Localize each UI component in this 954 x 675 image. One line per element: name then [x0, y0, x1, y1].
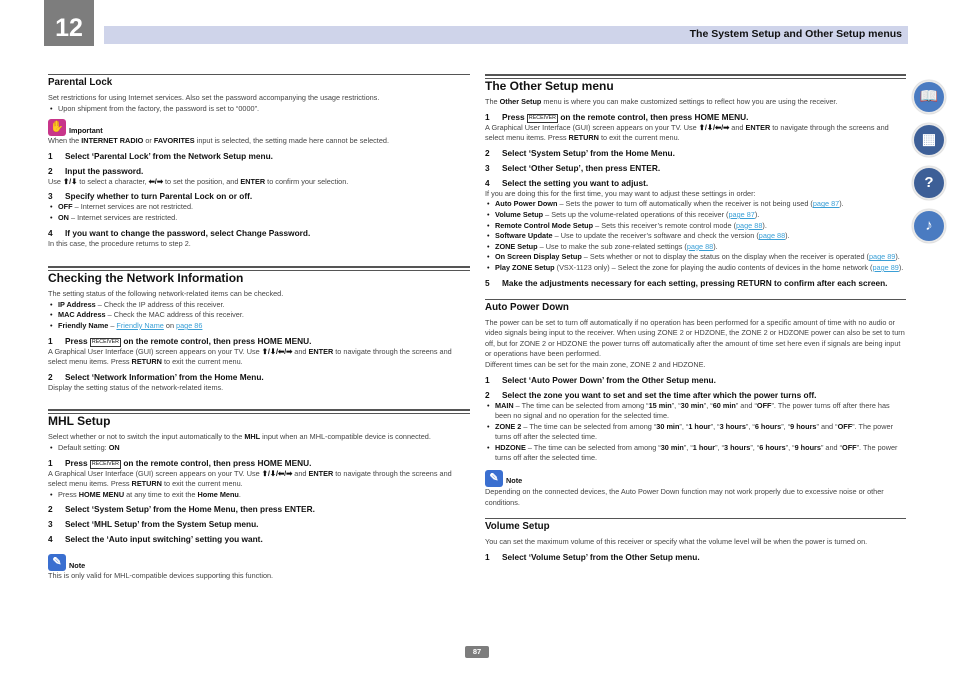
paragraph: If you are doing this for the first time, you may want to adjust these settings in order: — [485, 188, 756, 198]
paragraph: The Other Setup menu is where you can make customized settings to reflect how you are using the receiver. — [485, 97, 838, 106]
step-3: 3 Specify whether to turn Parental Lock on or off. — [48, 191, 253, 202]
friendly-name-link[interactable]: Friendly Name — [116, 320, 164, 330]
step-2: 2 Select the zone you want to set and set the time after which the power turns off. — [485, 389, 817, 400]
step-2: 2 Select ‘System Setup’ from the Home Menu. — [485, 147, 675, 158]
book-icon[interactable]: 📖 — [912, 80, 946, 114]
divider — [485, 518, 906, 519]
step-1: 1 Select ‘Parental Lock’ from the Network Setup menu. — [48, 150, 273, 161]
list-item: • On Screen Display Setup – Sets whether or not to display the status on the display when the receiver is operated (page 89). — [485, 252, 906, 263]
section-heading-mhl: MHL Setup — [48, 414, 111, 429]
step-1: 1 Press RECEIVER on the remote control, then press HOME MENU. — [48, 335, 312, 346]
bullet-list — [48, 490, 470, 501]
list-item: • HDZONE – The time can be selected from among “30 min”, “1 hour”, “3 hours”, “6 hours”, “9 hours” and “OFF”. The power turns off after the selected time. — [485, 443, 906, 464]
section-heading-parental-lock: Parental Lock — [48, 77, 113, 88]
page-link[interactable]: page 89 — [868, 252, 896, 262]
bullet-list — [48, 104, 470, 115]
page-link[interactable]: page 87 — [812, 199, 840, 209]
step-4: 4 Select the setting you want to adjust. — [485, 177, 649, 188]
divider — [48, 74, 470, 75]
important-icon: ✋ — [48, 119, 66, 136]
chapter-number: 12 — [44, 0, 94, 46]
list-item: • ON – Internet services are restricted. — [48, 213, 470, 224]
step-4: 4 If you want to change the password, select Change Password. — [48, 227, 311, 238]
list-item: • Volume Setup – Sets up the volume-related operations of this receiver (page 87). — [485, 210, 906, 221]
list-item: • Remote Control Mode Setup – Sets this receiver’s remote control mode (page 88). — [485, 221, 906, 232]
step-1: 1 Press RECEIVER on the remote control, then press HOME MENU. — [485, 111, 749, 122]
receiver-icon[interactable]: ♪ — [912, 209, 946, 243]
list-item: • Auto Power Down – Sets the power to turn off automatically when the receiver is not being used (page 87). — [485, 199, 906, 210]
divider — [48, 266, 470, 270]
settings-list — [485, 199, 906, 273]
page-link[interactable]: page 86 — [176, 320, 203, 330]
question-receiver-icon[interactable]: ? — [912, 166, 946, 200]
list-item: • Friendly Name – Friendly Name on page 86 — [48, 321, 470, 332]
list-item: • MAIN – The time can be selected from among “15 min”, “30 min”, “60 min” and “OFF”. The power turns off after there has been no signal and no operation for the selected time. — [485, 401, 906, 422]
bullet-list — [48, 443, 470, 454]
paragraph: Use ⬆/⬇ to select a character, ⬅/➡ to set the position, and ENTER to confirm your selection. — [48, 176, 349, 186]
paragraph: You can set the maximum volume of this receiver or specify what the volume level will be when the power is turned on. — [485, 537, 868, 547]
paragraph: The setting status of the following network-related items can be checked. — [48, 289, 284, 299]
section-heading-auto-power-down: Auto Power Down — [485, 301, 569, 313]
note-label: Note — [506, 476, 523, 486]
receiver-key-icon: RECEIVER — [528, 114, 557, 121]
list-item: • OFF – Internet services are not restricted. — [48, 202, 470, 213]
note-header — [48, 554, 470, 571]
list-item: • Play ZONE Setup (VSX-1123 only) – Select the zone for playing the audio contents of devices in the home network (page 89). — [485, 263, 906, 274]
step-1: 1 Select ‘Auto Power Down’ from the Other Setup menu. — [485, 374, 716, 385]
step-3: 3 Select ‘Other Setup’, then press ENTER. — [485, 162, 661, 173]
list-item: • ZONE Setup – Use to make the sub zone-related settings (page 88). — [485, 242, 906, 253]
paragraph: A Graphical User Interface (GUI) screen appears on your TV. Use ⬆/⬇/⬅/➡ and ENTER to navigate through the screens and select menu items. Press RETURN to exit the current menu. — [48, 346, 452, 367]
list-item: • Upon shipment from the factory, the password is set to “0000”. — [48, 104, 470, 115]
page-link[interactable]: page 87 — [728, 209, 755, 219]
step-4: 4 Select the ‘Auto input switching’ setting you want. — [48, 534, 263, 545]
step-1: 1 Press RECEIVER on the remote control, then press HOME MENU. — [48, 457, 312, 468]
paragraph: Display the setting status of the network-related items. — [48, 382, 224, 392]
list-item: • IP Address – Check the IP address of this receiver. — [48, 300, 470, 311]
header-bar — [104, 26, 908, 44]
bullet-list — [48, 202, 470, 223]
receiver-key-icon: RECEIVER — [91, 460, 120, 467]
important-text: When the INTERNET RADIO or FAVORITES input is selected, the setting made here cannot be selected. — [48, 136, 389, 146]
page-link[interactable]: page 88 — [686, 241, 714, 251]
step-2: 2 Input the password. — [48, 165, 144, 176]
important-label: Important — [69, 125, 103, 135]
header-title: The System Setup and Other Setup menus — [689, 28, 902, 40]
note-text: This is only valid for MHL-compatible devices supporting this function. — [48, 571, 274, 581]
section-heading-volume-setup: Volume Setup — [485, 521, 550, 533]
paragraph: A Graphical User Interface (GUI) screen appears on your TV. Use ⬆/⬇/⬅/➡ and ENTER to navigate through the screens and select menu items. Press RETURN to exit the current menu. — [48, 468, 452, 489]
note-label: Note — [69, 560, 86, 570]
list-item: • Default setting: ON — [48, 443, 470, 454]
note-text: Depending on the connected devices, the Auto Power Down function may not work properly due to excessive noise or other conditions. — [485, 487, 884, 507]
important-header — [48, 119, 470, 136]
list-item: • Press HOME MENU at any time to exit the Home Menu. — [48, 490, 470, 501]
page-link[interactable]: page 89 — [872, 262, 899, 272]
step-5: 5 Make the adjustments necessary for each setting, pressing RETURN to confirm after each screen. — [485, 277, 888, 288]
paragraph: Set restrictions for using Internet services. Also set the password accompanying the usage restrictions. — [48, 93, 380, 102]
divider — [485, 299, 906, 300]
step-3: 3 Select ‘MHL Setup’ from the System Setup menu. — [48, 519, 259, 530]
paragraph: A Graphical User Interface (GUI) screen appears on your TV. Use ⬆/⬇/⬅/➡ and ENTER to navigate through the screens and select menu items. Press RETURN to exit the current menu. — [485, 122, 889, 143]
divider — [485, 74, 906, 78]
paragraph: In this case, the procedure returns to step 2. — [48, 238, 191, 248]
remote-icon[interactable]: ▦ — [912, 123, 946, 157]
step-2: 2 Select ‘System Setup’ from the Home Menu, then press ENTER. — [48, 504, 315, 515]
step-1: 1 Select ‘Volume Setup’ from the Other Setup menu. — [485, 551, 700, 562]
bullet-list — [48, 300, 470, 332]
side-navigation — [912, 80, 948, 252]
page-link[interactable]: page 88 — [758, 231, 786, 241]
paragraph: The power can be set to turn off automatically if no operation has been performed for a specific amount of time with no audio or video signals being input to the receiver. When using ZONE 2 or HDZONE, the ZONE 2 or HDZONE power can also be set to turn off, but for ZONE 2 or HDZONE the power turns off automatically after the amount of time set here even if signals are being input or operations have been performed. — [485, 317, 905, 359]
page-link[interactable]: page 88 — [736, 220, 763, 230]
step-2: 2 Select ‘Network Information’ from the Home Menu. — [48, 371, 264, 382]
right-column — [485, 74, 906, 563]
list-item: • MAC Address – Check the MAC address of this receiver. — [48, 310, 470, 321]
divider — [48, 409, 470, 413]
note-pencil-icon: ✎ — [48, 554, 66, 571]
zone-list — [485, 401, 906, 465]
page-number: 87 — [465, 646, 489, 658]
note-pencil-icon: ✎ — [485, 470, 503, 487]
list-item: • Software Update – Use to update the receiver’s software and check the version (page 88). — [485, 231, 906, 242]
paragraph: Select whether or not to switch the input automatically to the MHL input when an MHL-compatible device is connected. — [48, 432, 431, 442]
receiver-key-icon: RECEIVER — [91, 338, 120, 345]
left-column — [48, 74, 470, 582]
note-header — [485, 470, 906, 487]
list-item: • ZONE 2 – The time can be selected from among “30 min”, “1 hour”, “3 hours”, “6 hours”, “9 hours” and “OFF”. The power turns off after the selected time. — [485, 422, 906, 443]
paragraph: Different times can be set for the main zone, ZONE 2 and HDZONE. — [485, 359, 706, 369]
section-heading-other-setup: The Other Setup menu — [485, 79, 614, 93]
section-heading-network-info: Checking the Network Information — [48, 271, 244, 286]
